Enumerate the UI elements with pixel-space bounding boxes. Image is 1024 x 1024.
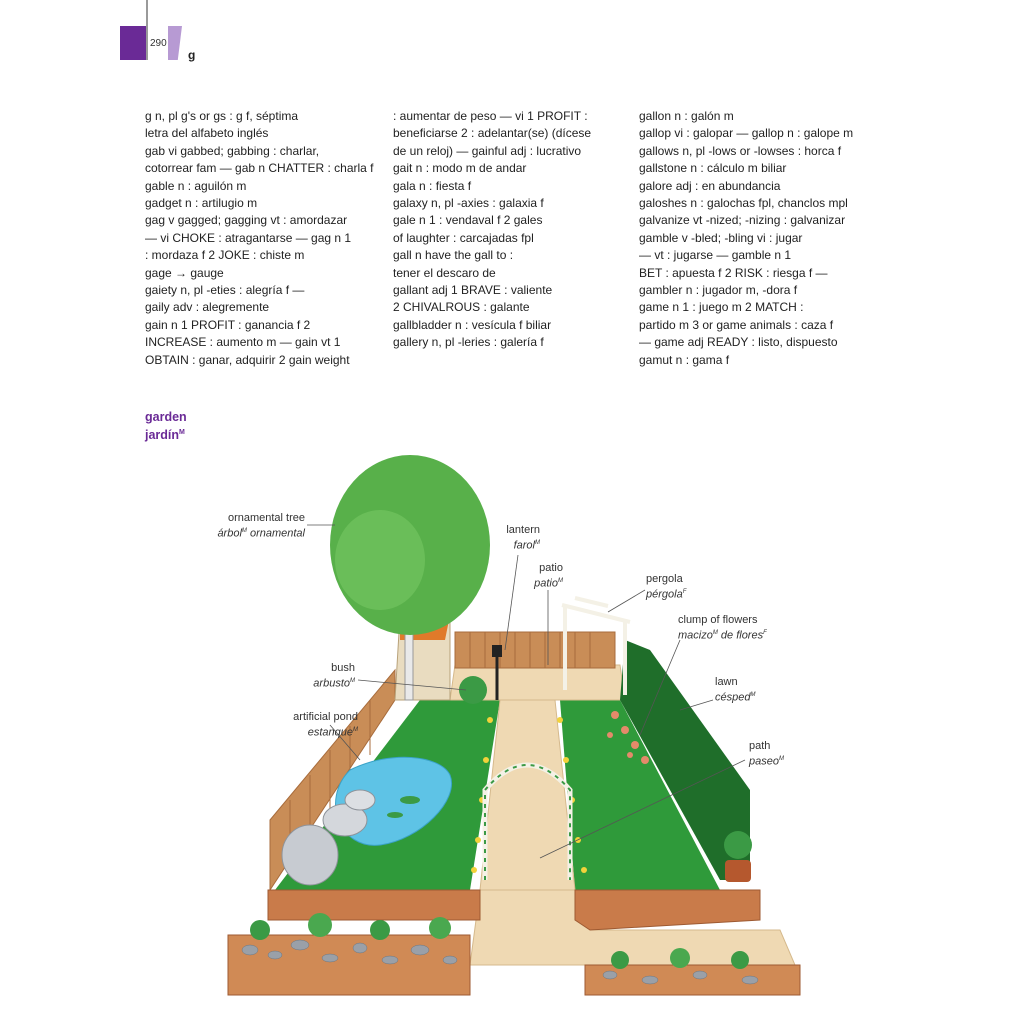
- entry-line: gallery n, pl -leries : galería f: [393, 335, 544, 350]
- entry-line: gag v gagged; gagging vt : amordazar: [145, 213, 348, 228]
- label-ornamental-tree: ornamental tree árbol$^M$ ornamental: [217, 512, 305, 540]
- entry-line: 2 CHIVALROUS : galante: [393, 300, 530, 315]
- header-color-block: [120, 26, 146, 60]
- entry-line: gage → gauge: [145, 265, 224, 280]
- entry-line: de un reloj) — gainful adj : lucrativo: [393, 143, 582, 158]
- entry-line: gait n : modo m de andar: [393, 161, 527, 176]
- entry-line: gaily adv : alegremente: [145, 300, 270, 315]
- flower-bed-right: [585, 965, 800, 995]
- header-tab-shape: [168, 26, 182, 60]
- entry-line: gadget n : artilugio m: [145, 196, 258, 211]
- entry-line: gallbladder n : vesícula f biliar: [393, 317, 552, 332]
- label-patio: patio patio$^M$: [534, 562, 563, 590]
- entry-line: gain n 1 PROFIT : ganancia f 2: [145, 317, 311, 332]
- entry-line: BET : apuesta f 2 RISK : riesga f —: [639, 265, 828, 280]
- entry-line: letra del alfabeto inglés: [145, 126, 269, 141]
- rock: [345, 790, 375, 810]
- entry-line: : mordaza f 2 JOKE : chiste m: [145, 248, 305, 263]
- entry-line: g n, pl g's or gs : g f, séptima: [145, 109, 299, 123]
- label-artificial-pond: artificial pond estanque$^M$: [293, 711, 358, 739]
- illustration-title-en: garden: [145, 410, 187, 424]
- header-divider-line: [146, 0, 148, 60]
- entry-line: gall n have the gall to :: [393, 248, 514, 263]
- entry-line: INCREASE : aumento m — gain vt 1: [145, 335, 341, 350]
- entry-line: — game adj READY : listo, dispuesto: [639, 335, 838, 350]
- entry-line: OBTAIN : ganar, adquirir 2 gain weight: [145, 352, 350, 367]
- entry-line: of laughter : carcajadas fpl: [393, 230, 534, 245]
- entry-line: tener el descaro de: [393, 265, 496, 280]
- entry-line: gallop vi : galopar — gallop n : galope m: [639, 126, 854, 141]
- raised-bed-front: [268, 890, 480, 920]
- entry-line: — vi CHOKE : atragantarse — gag n 1: [145, 230, 352, 245]
- flower-pot: [725, 860, 751, 882]
- label-path: path paseo$^M$: [749, 740, 784, 768]
- raised-bed-right: [575, 890, 760, 930]
- lantern-head: [492, 645, 502, 657]
- entry-line: gamble v -bled; -bling vi : jugar: [639, 230, 803, 245]
- entry-line: galvanize vt -nized; -nizing : galvanizar: [639, 213, 846, 228]
- entry-line: gala n : fiesta f: [393, 178, 472, 193]
- entry-line: gallstone n : cálculo m biliar: [639, 161, 787, 176]
- entry-line: gallant adj 1 BRAVE : valiente: [393, 283, 553, 298]
- entry-line: gamut n : gama f: [639, 352, 730, 367]
- entry-line: galore adj : en abundancia: [639, 178, 781, 193]
- entry-line: galaxy n, pl -axies : galaxia f: [393, 196, 544, 211]
- entry-line: : aumentar de peso — vi 1 PROFIT :: [393, 109, 588, 123]
- illustration-title-es: jardín$^M$: [145, 428, 185, 443]
- dictionary-column-2: [393, 108, 623, 352]
- entry-line: — vt : jugarse — gamble n 1: [639, 248, 792, 263]
- rock: [282, 825, 338, 885]
- entry-line: gab vi gabbed; gabbing : charlar,: [145, 143, 320, 158]
- entry-line: gallows n, pl -lows or -lowses : horca f: [639, 143, 842, 158]
- dictionary-column-1: [145, 108, 375, 369]
- label-lantern: lantern farol$^M$: [506, 524, 540, 552]
- label-lawn: lawn césped$^M$: [715, 676, 756, 704]
- page-number: 290: [150, 38, 167, 49]
- entry-line: gale n 1 : vendaval f 2 gales: [393, 213, 543, 228]
- entry-line: partido m 3 or game animals : caza f: [639, 317, 834, 332]
- potted-plant: [724, 831, 752, 859]
- section-letter: g: [188, 48, 196, 62]
- dictionary-column-3: [639, 108, 869, 369]
- flower-bed-front: [228, 935, 470, 995]
- label-bush: bush arbusto$^M$: [313, 662, 355, 690]
- illustration-title: [145, 410, 187, 443]
- back-fence: [455, 632, 615, 668]
- label-pergola: pergola pérgola$^F$: [646, 573, 687, 601]
- lily-pad: [400, 796, 420, 804]
- label-clump-of-flowers: clump of flowers macizo$^M$ de flores$^F$: [678, 614, 767, 642]
- entry-line: gable n : aguilón m: [145, 178, 247, 193]
- entry-line: gambler n : jugador m, -dora f: [639, 283, 798, 298]
- entry-line: gallon n : galón m: [639, 109, 734, 123]
- entry-line: galoshes n : galochas fpl, chanclos mpl: [639, 196, 848, 211]
- entry-line: cotorrear fam — gab n CHATTER : charla f: [145, 161, 374, 176]
- tree-canopy-highlight: [335, 510, 425, 610]
- entry-line: gaiety n, pl -eties : alegría f —: [145, 283, 305, 298]
- entry-line: game n 1 : juego m 2 MATCH :: [639, 300, 804, 315]
- lily-pad: [387, 812, 403, 818]
- entry-line: beneficiarse 2 : adelantar(se) (dícese: [393, 126, 592, 141]
